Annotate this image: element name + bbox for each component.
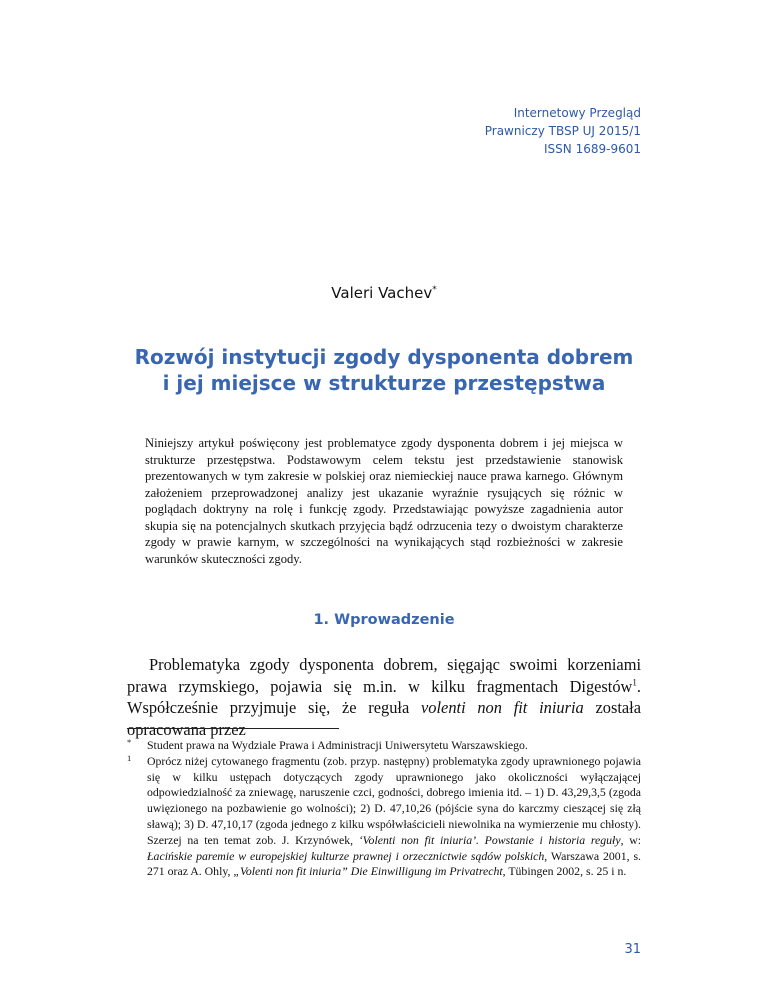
section-heading: 1. Wprowadzenie — [313, 612, 455, 628]
article-title — [100, 344, 668, 396]
author — [0, 284, 768, 302]
footnote-1-text-a: Oprócz niżej cytowanego fragmentu (zob. przyp. następny) problematyka zgody uprawnionego pojawia się w kilku ustępach dotyczących zgody uprawnionego jako okoliczności wyłączającej odpowiedzialność za zniewagę, naruszenie czci, godności, dobrego imienia itd. – 1) D. 43,29,3,5 (zgoda uwięzionego na pozbawienie go wolności); 2) D. 47,10,26 (pójście syna do karczmy cieszącej się złą sławą); 3) D. 47,10,17 (zgoda jednego z kilku współwłaścicieli niewolnika na wymierzenie mu chłosty). Szerzej na ten temat zob. J. Krzynówek, — [147, 753, 641, 847]
article-title-line2: i jej miejsce w strukturze przestępstwa — [162, 371, 606, 395]
journal-name-line2: Prawniczy TBSP UJ 2015/1 — [484, 124, 641, 138]
page-number: 31 — [624, 942, 641, 957]
footnote-1-title-b: Łacińskie paremie w europejskiej kulturze prawnej i orzecznictwie sądów polskich — [147, 848, 545, 863]
footnote-1-text-c: , Warszawa 2001, s. 271 oraz A. Ohly, — [147, 848, 641, 879]
journal-name-line1: Internetowy Przegląd — [513, 106, 641, 120]
body-text-part3: została opracowana przez — [127, 698, 641, 739]
footnote-author — [127, 738, 641, 754]
footnote-mark-1: 1 — [127, 752, 132, 763]
abstract: Niniejszy artykuł poświęcony jest problematyce zgody dysponenta dobrem i jej miejsca w strukturze przestępstwa. Podstawowym celem tekstu jest przedstawienie stanowisk prezentowanych w tym zakresie w polskiej oraz niemieckiej nauce prawa karnego. Głównym założeniem przeprowadzonej analizy jest ukazanie wyraźnie rysujących się różnic w poglądach doktryny na rolę i funkcję zgody. Przedstawiając powyższe zagadnienia autor skupia się na potencjalnych skutkach przyjęcia bądź odrzucenia tezy o dwoistym charakterze zgody w prawie karnym, w szczególności na wynikających stąd rozbieżności w zakresie warunków skuteczności zgody. — [145, 436, 623, 566]
journal-issn: ISSN 1689-9601 — [544, 142, 641, 156]
latin-maxim: volenti non fit iniuria — [421, 698, 584, 717]
footnote-mark-star: * — [127, 737, 132, 747]
author-name: Valeri Vachev — [331, 284, 433, 302]
footnote-author-text: Student prawa na Wydziale Prawa i Administracji Uniwersytetu Warszawskiego. — [147, 738, 528, 752]
footnote-1-text-d: , Tübingen 2002, s. 25 i n. — [502, 864, 627, 879]
footnote-1 — [127, 754, 641, 880]
footnote-1-text-b: , w: — [620, 832, 641, 847]
footnotes — [127, 738, 641, 880]
footnote-ref-1: 1 — [632, 677, 637, 688]
article-title-line1: Rozwój instytucji zgody dysponenta dobrem — [134, 345, 634, 369]
body-text-part2: . Współcześnie przyjmuje się, że reguła — [127, 676, 641, 717]
footnote-separator — [127, 728, 339, 729]
journal-header — [485, 104, 641, 158]
body-text-part1: Problematyka zgody dysponenta dobrem, sięgając swoimi korzeniami prawa rzymskiego, pojawia się m.in. w kilku fragmentach Digestów — [127, 655, 641, 696]
footnote-1-title-c: „Volenti non fit iniuria” Die Einwilligung im Privatrecht — [233, 864, 503, 879]
author-footnote-mark: * — [432, 285, 437, 295]
footnote-1-title-a: ‘Volenti non fit iniuria’. Powstanie i historia reguły — [358, 832, 621, 847]
